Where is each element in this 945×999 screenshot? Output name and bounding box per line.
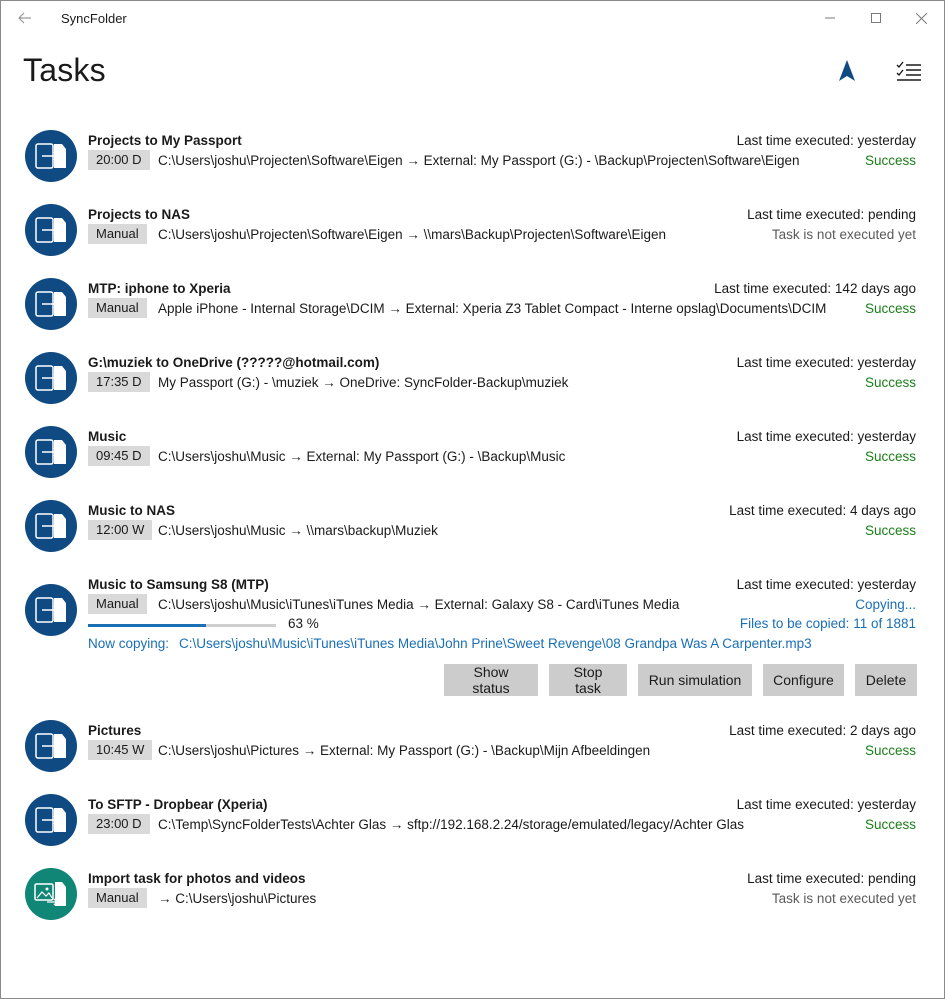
last-executed: Last time executed: 4 days ago — [729, 503, 916, 518]
task-schedule: Manual — [88, 888, 147, 908]
minimize-button[interactable] — [807, 1, 853, 35]
run-simulation-button[interactable]: Run simulation — [638, 664, 752, 696]
task-schedule: Manual — [88, 298, 147, 318]
task-path: C:\Users\joshu\Music\iTunes\iTunes Media → External: Galaxy S8 - Card\iTunes Media — [158, 597, 680, 612]
task-status: Success — [864, 743, 916, 758]
checklist-icon — [894, 59, 924, 85]
page-title: Tasks — [23, 52, 106, 88]
task-schedule: Manual — [88, 594, 147, 614]
task-path: C:\Users\joshu\Projecten\Software\Eigen → External: My Passport (G:) - \Backup\Projecten\Software\Eigen — [158, 153, 800, 168]
task-status: Copying... — [855, 597, 916, 612]
now-copying-label: Now copying: — [88, 636, 170, 651]
task-status: Success — [864, 301, 916, 316]
task-status: Task is not executed yet — [771, 227, 916, 242]
sync-folder-icon — [31, 436, 71, 468]
task-schedule: 23:00 D — [88, 814, 150, 834]
task-row[interactable] — [1, 421, 944, 485]
task-status: Success — [864, 375, 916, 390]
task-status: Task is not executed yet — [771, 891, 916, 906]
task-name: G:\muziek to OneDrive (?????@hotmail.com) — [88, 355, 380, 370]
sync-folder-icon — [31, 510, 71, 542]
task-avatar — [25, 500, 77, 552]
task-path: My Passport (G:) - \muziek → OneDrive: SyncFolder-Backup\muziek — [158, 375, 569, 390]
sync-folder-icon — [31, 362, 71, 394]
last-executed: Last time executed: yesterday — [736, 429, 916, 444]
minimize-icon — [825, 13, 835, 23]
last-executed: Last time executed: yesterday — [736, 133, 916, 148]
task-avatar — [25, 426, 77, 478]
progress-percent: 63 % — [288, 616, 319, 631]
task-row[interactable] — [1, 863, 944, 927]
configure-button[interactable]: Configure — [763, 664, 844, 696]
task-row[interactable] — [1, 273, 944, 337]
task-schedule: 09:45 D — [88, 446, 150, 466]
now-copying — [88, 636, 812, 651]
task-name: Import task for photos and videos — [88, 871, 306, 886]
task-row[interactable] — [1, 125, 944, 189]
task-avatar — [25, 720, 77, 772]
last-executed: Last time executed: pending — [747, 871, 916, 886]
task-name: To SFTP - Dropbear (Xperia) — [88, 797, 268, 812]
task-name: Projects to NAS — [88, 207, 191, 222]
task-row[interactable] — [1, 347, 944, 411]
task-schedule: 12:00 W — [88, 520, 152, 540]
task-row[interactable] — [1, 199, 944, 263]
show-status-button[interactable]: Show status — [444, 664, 538, 696]
task-path: → C:\Users\joshu\Pictures — [158, 891, 317, 906]
task-path: C:\Users\joshu\Projecten\Software\Eigen → \\mars\Backup\Projecten\Software\Eigen — [158, 227, 666, 242]
task-schedule: 17:35 D — [88, 372, 150, 392]
task-path: Apple iPhone - Internal Storage\DCIM → External: Xperia Z3 Tablet Compact - Interne opslag\Documents\DCIM — [158, 301, 827, 316]
files-to-copy: Files to be copied: 11 of 1881 — [739, 616, 916, 631]
task-name: Music — [88, 429, 127, 444]
last-executed: Last time executed: yesterday — [736, 577, 916, 592]
sync-folder-icon — [31, 804, 71, 836]
task-name: Music to Samsung S8 (MTP) — [88, 577, 269, 592]
close-icon — [916, 13, 927, 24]
title-bar — [1, 1, 944, 35]
task-name: MTP: iphone to Xperia — [88, 281, 231, 296]
back-button[interactable] — [1, 1, 49, 35]
task-avatar — [25, 204, 77, 256]
sync-folder-icon — [31, 288, 71, 320]
task-schedule: 20:00 D — [88, 150, 150, 170]
navigation-button[interactable] — [835, 58, 859, 84]
back-arrow-icon — [18, 12, 32, 24]
task-path: C:\Users\joshu\Music → \\mars\backup\Muziek — [158, 523, 438, 538]
task-status: Success — [864, 449, 916, 464]
task-avatar — [25, 130, 77, 182]
navigation-arrow-icon — [835, 58, 859, 84]
close-button[interactable] — [898, 1, 944, 35]
task-avatar — [25, 352, 77, 404]
task-row[interactable] — [1, 495, 944, 559]
task-path: C:\Users\joshu\Pictures → External: My Passport (G:) - \Backup\Mijn Afbeeldingen — [158, 743, 651, 758]
task-avatar — [25, 868, 77, 920]
last-executed: Last time executed: pending — [747, 207, 916, 222]
task-avatar — [25, 794, 77, 846]
app-title: SyncFolder — [61, 11, 127, 26]
progress-fill — [88, 624, 206, 627]
task-status: Success — [864, 817, 916, 832]
last-executed: Last time executed: 2 days ago — [729, 723, 916, 738]
select-tasks-button[interactable] — [894, 59, 924, 85]
task-path: C:\Temp\SyncFolderTests\Achter Glas → sftp://192.168.2.24/storage/emulated/legacy/Achter Glas — [158, 817, 745, 832]
task-avatar — [25, 278, 77, 330]
sync-folder-icon — [31, 140, 71, 172]
task-name: Music to NAS — [88, 503, 176, 518]
task-schedule: 10:45 W — [88, 740, 152, 760]
task-avatar — [25, 584, 77, 636]
last-executed: Last time executed: yesterday — [736, 355, 916, 370]
sync-folder-icon — [31, 594, 71, 626]
now-copying-path: C:\Users\joshu\Music\iTunes\iTunes Media\John Prine\Sweet Revenge\08 Grandpa Was A Carpenter.mp3 — [179, 636, 812, 651]
task-row[interactable] — [1, 715, 944, 779]
task-status: Success — [864, 523, 916, 538]
task-row-active[interactable] — [1, 569, 944, 705]
photo-import-icon — [31, 878, 71, 910]
task-schedule: Manual — [88, 224, 147, 244]
progress-bar — [88, 624, 276, 627]
last-executed: Last time executed: 142 days ago — [714, 281, 916, 296]
delete-button[interactable]: Delete — [855, 664, 917, 696]
sync-folder-icon — [31, 214, 71, 246]
task-name: Pictures — [88, 723, 142, 738]
maximize-button[interactable] — [853, 1, 899, 35]
maximize-icon — [871, 13, 881, 23]
task-status: Success — [864, 153, 916, 168]
task-path: C:\Users\joshu\Music → External: My Passport (G:) - \Backup\Music — [158, 449, 566, 464]
task-name: Projects to My Passport — [88, 133, 242, 148]
stop-task-button[interactable]: Stop task — [549, 664, 627, 696]
task-row[interactable] — [1, 789, 944, 853]
sync-folder-icon — [31, 730, 71, 762]
last-executed: Last time executed: yesterday — [736, 797, 916, 812]
